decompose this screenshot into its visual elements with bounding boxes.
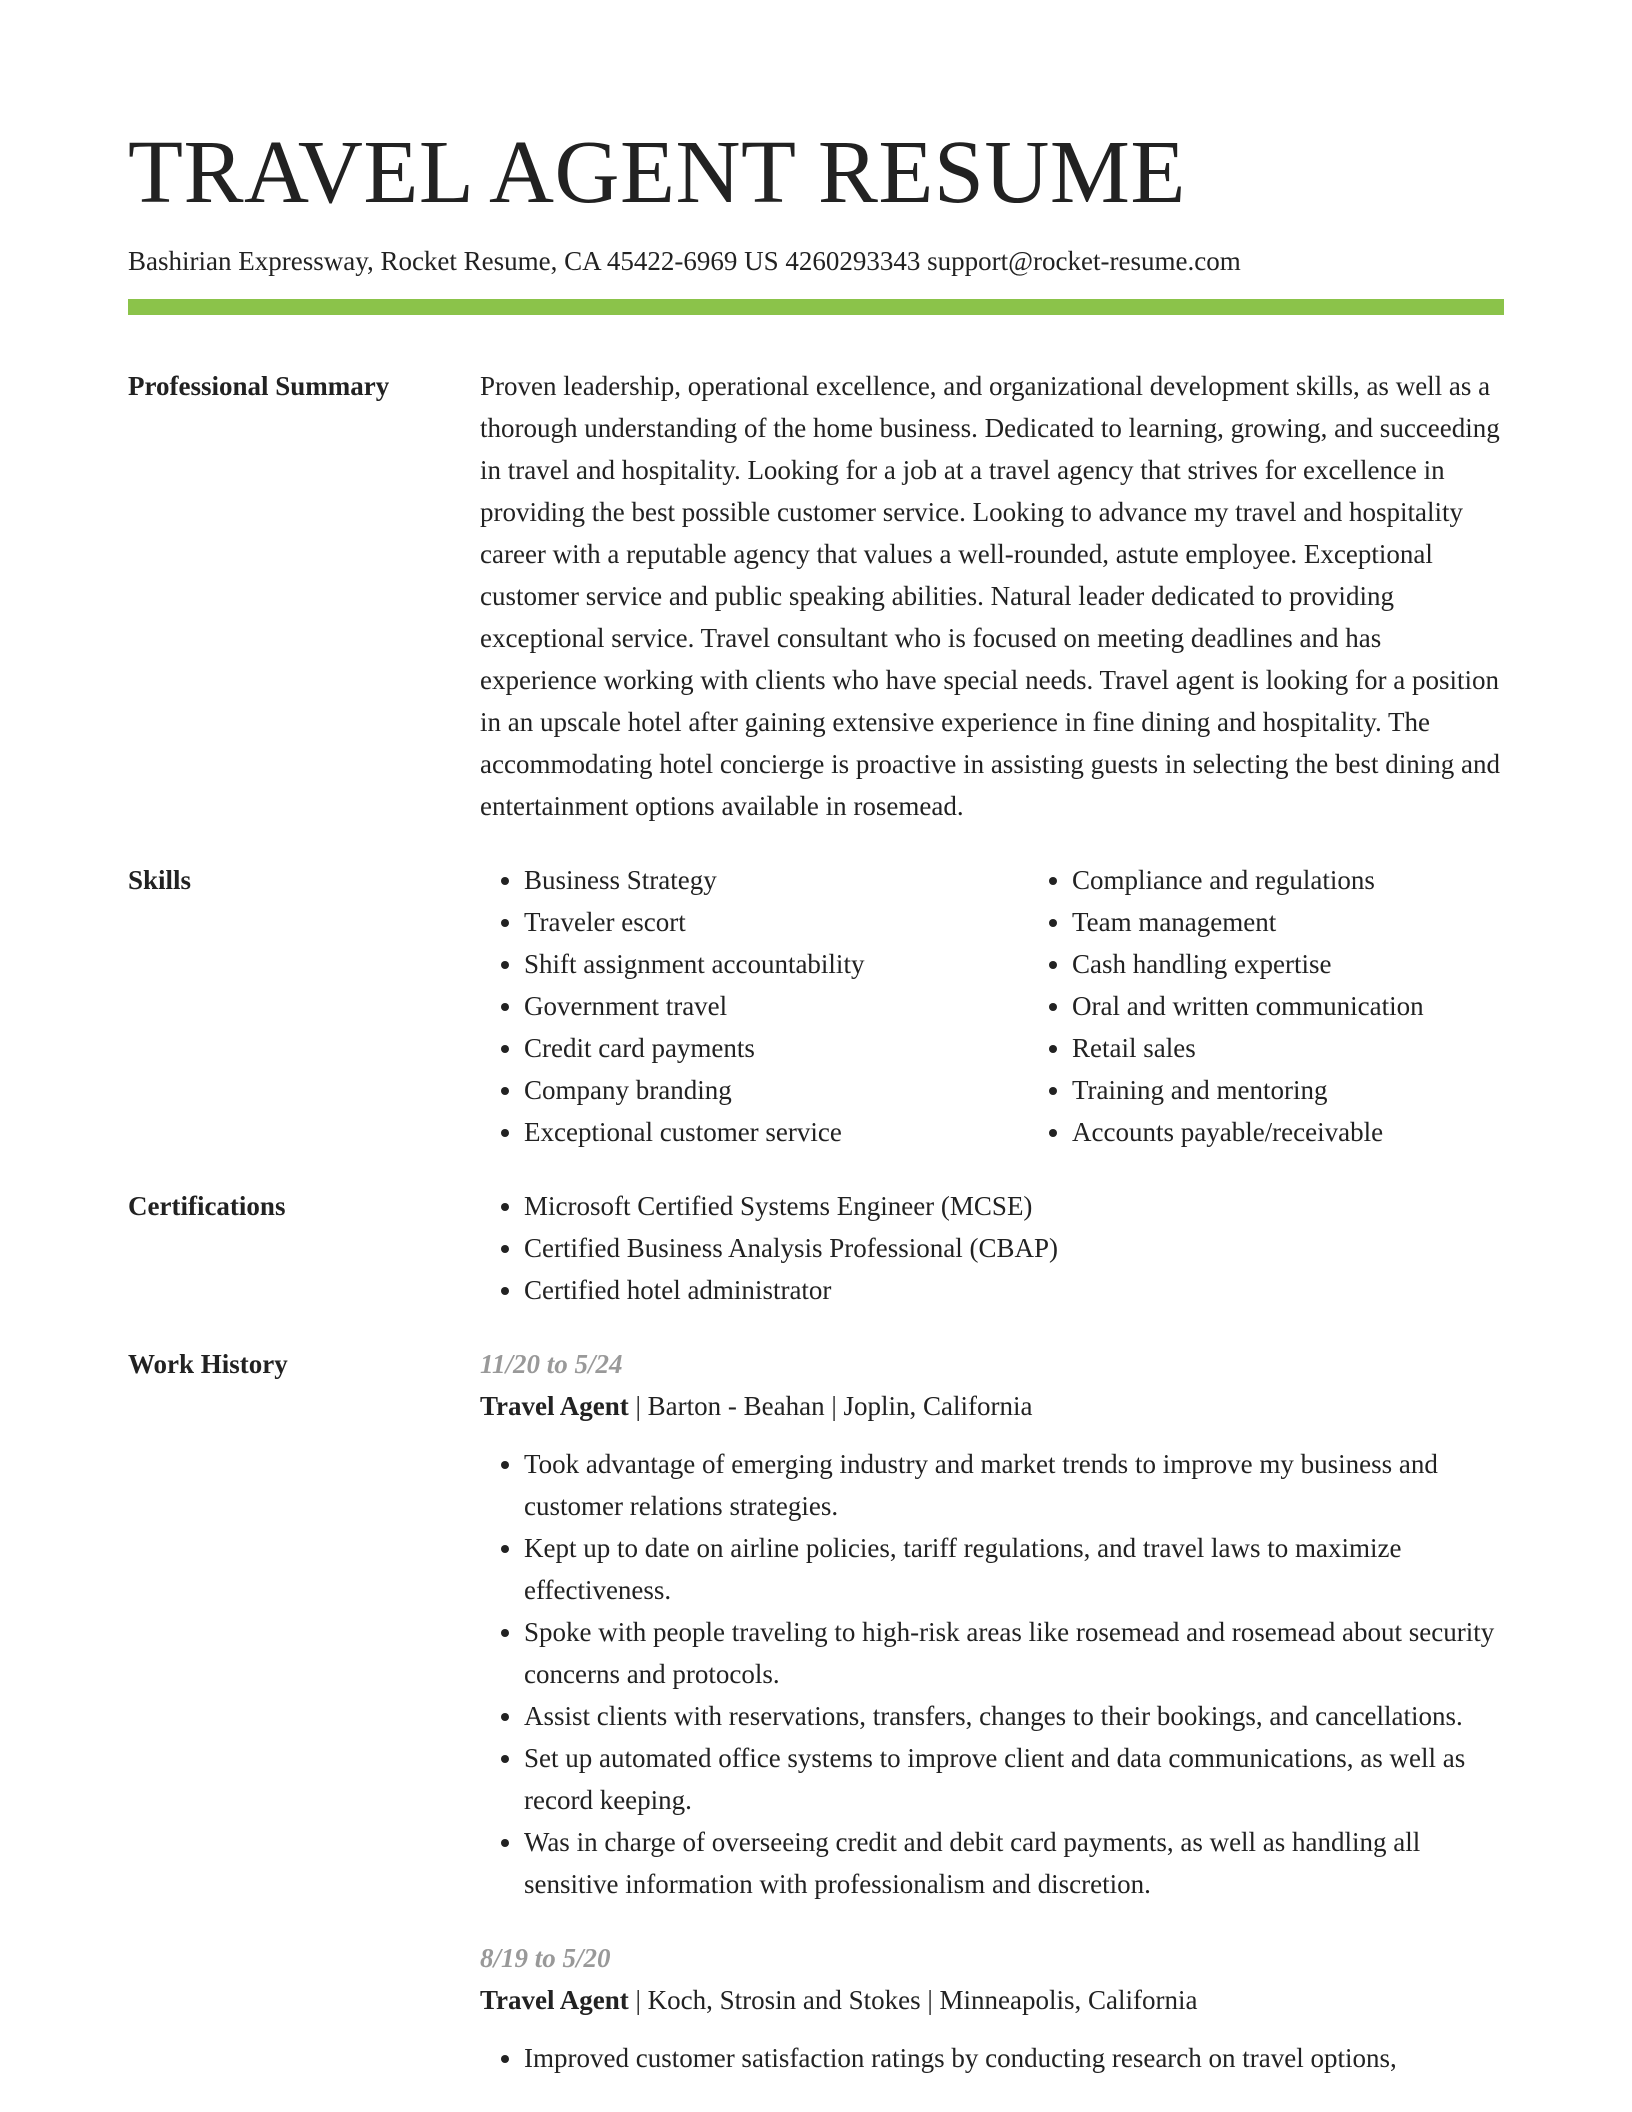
certifications-list [480, 1185, 1504, 1311]
job-bullet: • Spoke with people traveling to high-risk areas like rosemead and rosemead about security concerns and protocols. [524, 1611, 1504, 1695]
accent-divider [128, 299, 1504, 315]
skill-item: • Compliance and regulations [1072, 859, 1576, 901]
skill-item: • Traveler escort [524, 901, 1028, 943]
summary-text: Proven leadership, operational excellence, and organizational development skills, as well as a thorough understanding of the home business. Dedicated to learning, growing, and succeeding in travel and hospitality. Looking for a job at a travel agency that strives for excellence in providing the best possible customer service. Looking to advance my travel and hospitality career with a reputable agency that values a well-rounded, astute employee. Exceptional customer service and public speaking abilities. Natural leader dedicated to providing exceptional service. Travel consultant who is focused on meeting deadlines and has experience working with clients who have special needs. Travel agent is looking for a position in an upscale hotel after gaining extensive experience in fine dining and hospitality. The accommodating hotel concierge is proactive in assisting guests in selecting the best dining and entertainment options available in rosemead. [480, 371, 1501, 822]
section-label: Skills [128, 865, 192, 896]
job-bullet: • Assist clients with reservations, transfers, changes to their bookings, and cancellations. [524, 1695, 1504, 1737]
certification-item: • Certified Business Analysis Professional (CBAP) [524, 1227, 1504, 1269]
certification-item: • Microsoft Certified Systems Engineer (MCSE) [524, 1185, 1504, 1227]
job-title: Travel Agent [480, 1985, 629, 2016]
job-bullet: • Kept up to date on airline policies, tariff regulations, and travel laws to maximize effectiveness. [524, 1527, 1504, 1611]
resume-title: TRAVEL AGENT RESUME [128, 123, 1186, 222]
work-history-section [128, 1343, 1504, 2079]
job-employer-location: | Koch, Strosin and Stokes | Minneapolis, California [628, 1985, 1198, 2016]
job-bullets [480, 2037, 1504, 2079]
professional-summary-section [128, 365, 1504, 827]
job-heading [480, 1979, 1504, 2021]
job-title: Travel Agent [480, 1391, 629, 1422]
job-entry [480, 1343, 1504, 1905]
skill-item: • Shift assignment accountability [524, 943, 1028, 985]
skill-item: • Cash handling expertise [1072, 943, 1576, 985]
section-label: Professional Summary [128, 371, 390, 402]
job-bullet: • Improved customer satisfaction ratings by conducting research on travel options, [524, 2037, 1504, 2079]
skill-item: • Business Strategy [524, 859, 1028, 901]
skills-list-right [1028, 859, 1576, 1153]
job-dates: 11/20 to 5/24 [480, 1349, 623, 1380]
section-label: Certifications [128, 1191, 286, 1222]
skills-list-left [480, 859, 1028, 1153]
section-label: Work History [128, 1349, 288, 1380]
job-bullet: • Was in charge of overseeing credit and debit card payments, as well as handling all sensitive information with professionalism and discretion. [524, 1821, 1504, 1905]
certification-item: • Certified hotel administrator [524, 1269, 1504, 1311]
job-bullets [480, 1443, 1504, 1905]
job-heading [480, 1385, 1504, 1427]
job-dates: 8/19 to 5/20 [480, 1943, 611, 1974]
work-history-body [480, 1343, 1504, 2079]
skill-item: • Exceptional customer service [524, 1111, 1028, 1153]
skills-columns [480, 859, 1576, 1153]
skill-item: • Accounts payable/receivable [1072, 1111, 1576, 1153]
skill-item: • Retail sales [1072, 1027, 1576, 1069]
skill-item: • Credit card payments [524, 1027, 1028, 1069]
job-bullet: • Took advantage of emerging industry and market trends to improve my business and customer relations strategies. [524, 1443, 1504, 1527]
job-entry [480, 1937, 1504, 2079]
skill-item: • Government travel [524, 985, 1028, 1027]
skill-item: • Company branding [524, 1069, 1028, 1111]
skill-item: • Team management [1072, 901, 1576, 943]
job-employer-location: | Barton - Beahan | Joplin, California [628, 1391, 1033, 1422]
skills-section [128, 859, 1504, 1153]
contact-info: Bashirian Expressway, Rocket Resume, CA 45422-6969 US 4260293343 support@rocket-resume.com [128, 246, 1241, 276]
skill-item: • Oral and written communication [1072, 985, 1576, 1027]
job-bullet: • Set up automated office systems to improve client and data communications, as well as record keeping. [524, 1737, 1504, 1821]
certifications-body [480, 1185, 1504, 1311]
certifications-section [128, 1185, 1504, 1311]
skill-item: • Training and mentoring [1072, 1069, 1576, 1111]
